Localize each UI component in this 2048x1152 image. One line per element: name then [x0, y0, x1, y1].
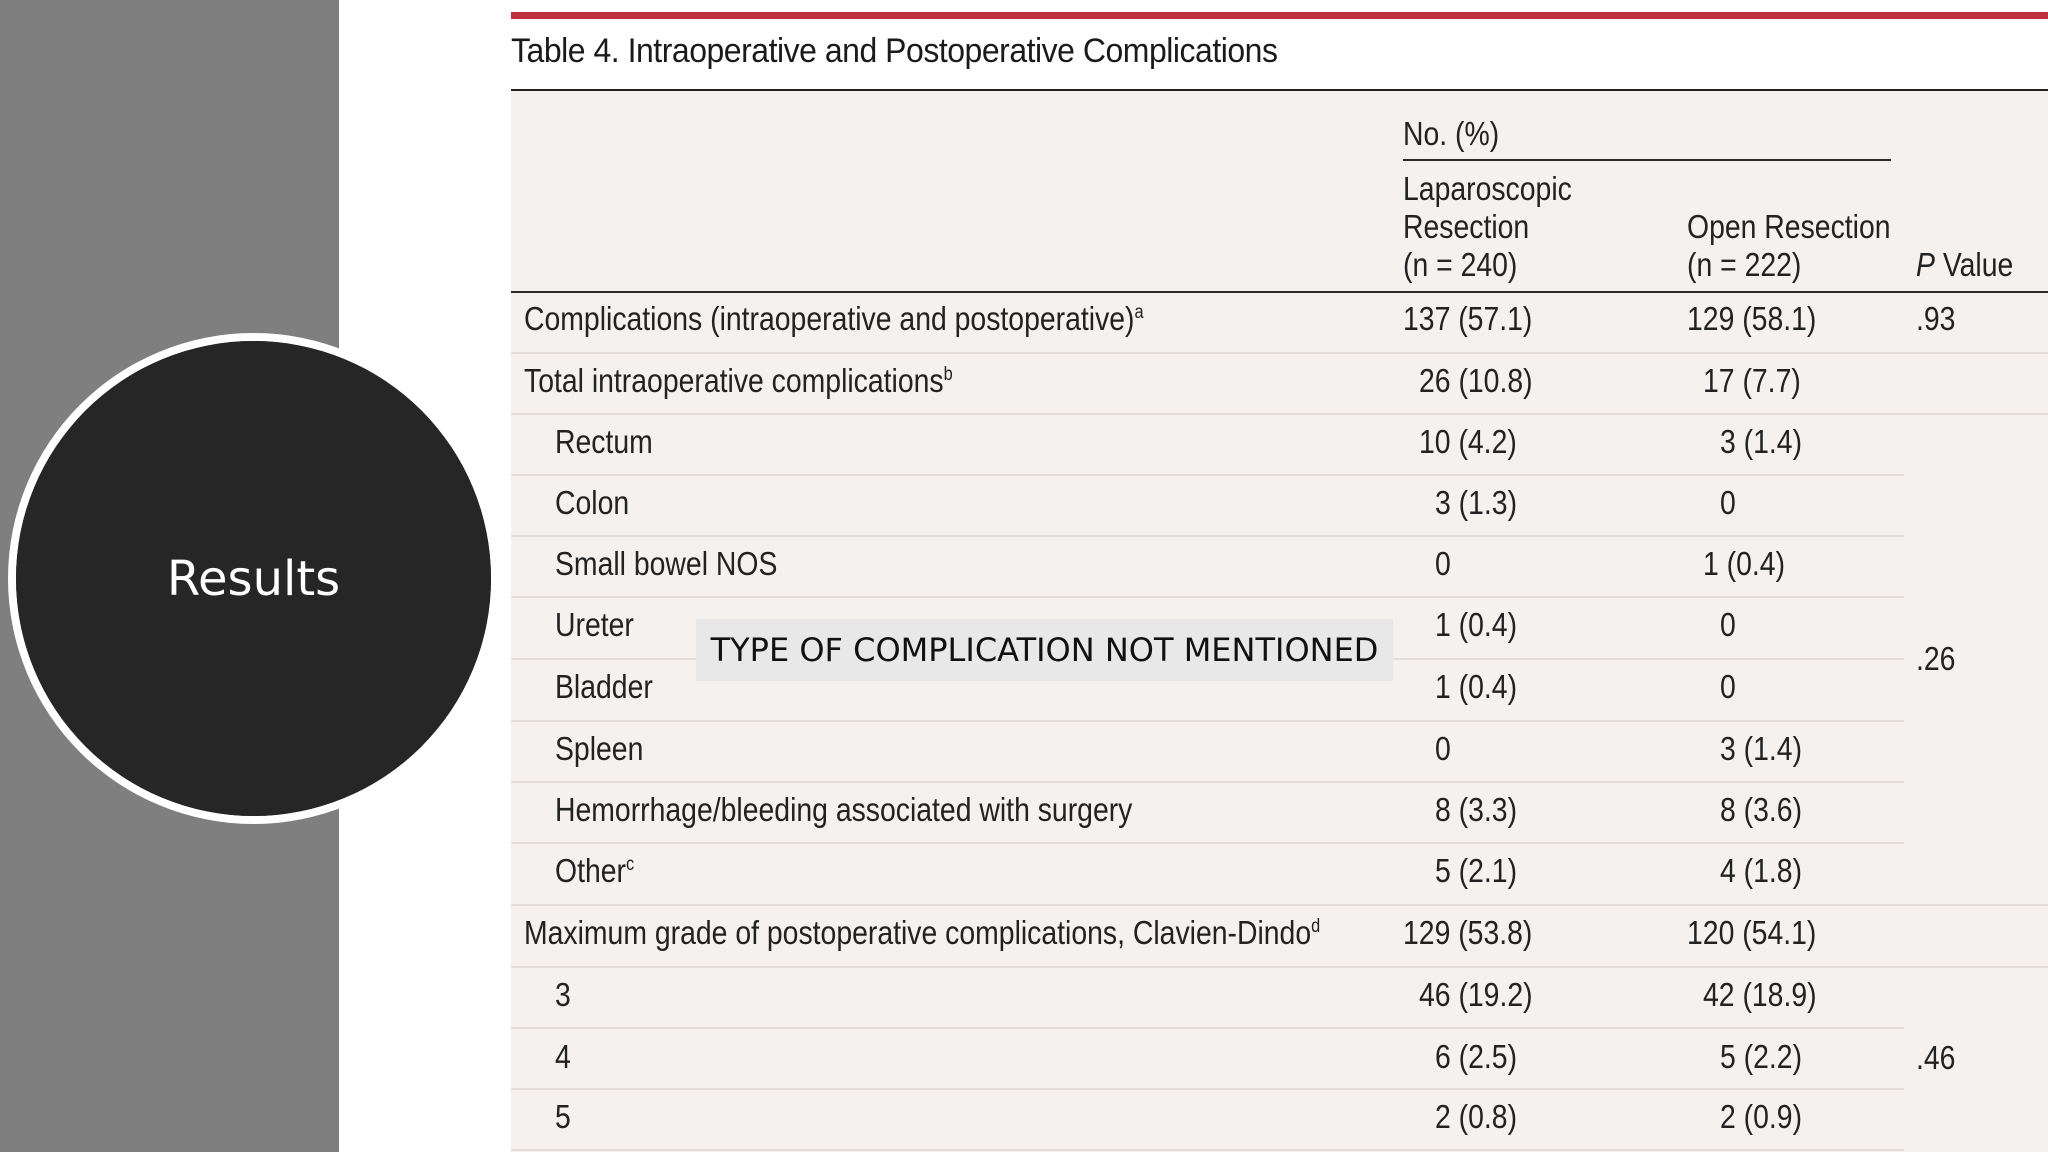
row-label: [555, 668, 653, 706]
row-divider: [511, 1027, 1904, 1029]
row-label-text: 5: [555, 1098, 571, 1135]
row-label: [555, 545, 777, 583]
row-label-text: Total intraoperative complications: [524, 362, 944, 399]
row-divider: [511, 1149, 1904, 1151]
row-divider: [511, 535, 1904, 537]
cell-open: 3 (1.4): [1720, 730, 1803, 767]
row-label: [524, 914, 1320, 952]
col-open-line-1: Open Resection: [1687, 208, 1891, 245]
cell-laparoscopic: 5 (2.1): [1435, 852, 1518, 889]
results-badge-label: Results: [166, 550, 341, 607]
cell-laparoscopic: 129 (53.8): [1403, 914, 1533, 951]
cell-open: 4 (1.8): [1720, 852, 1803, 889]
row-divider: [511, 474, 1904, 476]
row-label-text: Colon: [555, 484, 630, 521]
row-divider: [511, 352, 2048, 354]
col-lap-line-3: (n = 240): [1403, 246, 1518, 283]
table-title: Table 4. Intraoperative and Postoperative Complications: [511, 32, 1278, 70]
row-label-text: Hemorrhage/bleeding associated with surgery: [555, 791, 1133, 828]
complications-table: [510, 0, 2048, 1152]
row-label: [555, 484, 629, 522]
row-label: [555, 423, 653, 461]
col-lap-line-1: Laparoscopic: [1403, 170, 1572, 207]
cell-laparoscopic: 0: [1435, 730, 1451, 767]
row-label-text: Other: [555, 852, 626, 889]
header-bottom-rule: [511, 291, 2048, 293]
cell-open: 3 (1.4): [1720, 423, 1803, 460]
col-open-line-2: (n = 222): [1687, 246, 1802, 283]
cell-open: 2 (0.9): [1720, 1098, 1803, 1135]
cell-laparoscopic: 2 (0.8): [1435, 1098, 1518, 1135]
cell-open: 42 (18.9): [1703, 976, 1817, 1013]
cell-open: 0: [1720, 606, 1736, 643]
cell-laparoscopic: 1 (0.4): [1435, 668, 1518, 705]
row-divider: [511, 966, 2048, 968]
cell-laparoscopic: 6 (2.5): [1435, 1038, 1518, 1075]
col-lap-line-2: Resection: [1403, 208, 1530, 245]
row-divider: [511, 842, 1904, 844]
cell-laparoscopic: 3 (1.3): [1435, 484, 1518, 521]
cell-open: 17 (7.7): [1703, 362, 1801, 399]
row-divider: [511, 781, 1904, 783]
row-divider: [511, 720, 1904, 722]
row-label: [555, 976, 571, 1014]
cell-laparoscopic: 1 (0.4): [1435, 606, 1518, 643]
p-value-complications: .93: [1916, 300, 1956, 337]
row-divider: [511, 413, 2048, 415]
row-footnote-marker: d: [1311, 916, 1321, 937]
col-p-value: [1916, 246, 2013, 284]
row-footnote-marker: b: [943, 364, 953, 385]
cell-laparoscopic: 8 (3.3): [1435, 791, 1518, 828]
row-divider: [511, 596, 1904, 598]
row-label-text: Maximum grade of postoperative complications, Clavien-Dindo: [524, 914, 1312, 951]
row-label-text: Ureter: [555, 606, 634, 643]
row-label: [524, 362, 953, 400]
row-label-text: 3: [555, 976, 571, 1013]
col-p-italic: P: [1916, 246, 1935, 283]
row-label: [555, 791, 1132, 829]
overlay-note: TYPE OF COMPLICATION NOT MENTIONED: [696, 619, 1393, 681]
row-label: [524, 300, 1144, 338]
row-label: [555, 730, 643, 768]
cell-open: 120 (54.1): [1687, 914, 1817, 951]
cell-open: 5 (2.2): [1720, 1038, 1803, 1075]
p-value-intraop: .26: [1916, 640, 1956, 677]
cell-laparoscopic: 46 (19.2): [1419, 976, 1533, 1013]
cell-open: 0: [1720, 668, 1736, 705]
row-label-text: Spleen: [555, 730, 644, 767]
row-label-text: Bladder: [555, 668, 653, 705]
row-label: [555, 1098, 571, 1136]
cell-laparoscopic: 10 (4.2): [1419, 423, 1517, 460]
cell-open: 8 (3.6): [1720, 791, 1803, 828]
row-label: [555, 606, 634, 644]
row-label-text: Small bowel NOS: [555, 545, 778, 582]
p-value-max-grade: .46: [1916, 1039, 1956, 1076]
group-header: No. (%): [1403, 115, 1500, 152]
row-divider: [511, 1088, 1904, 1090]
row-label: [555, 852, 634, 890]
row-label-text: Complications (intraoperative and postoperative): [524, 300, 1135, 337]
cell-open: 1 (0.4): [1703, 545, 1786, 582]
row-divider: [511, 904, 2048, 906]
results-badge: [8, 333, 499, 824]
row-label-text: 4: [555, 1038, 571, 1075]
cell-laparoscopic: 26 (10.8): [1419, 362, 1533, 399]
title-accent-rule: [511, 12, 2048, 19]
row-label-text: Rectum: [555, 423, 653, 460]
cell-open: 129 (58.1): [1687, 300, 1817, 337]
cell-open: 0: [1720, 484, 1736, 521]
cell-laparoscopic: 0: [1435, 545, 1451, 582]
row-footnote-marker: a: [1134, 302, 1144, 323]
col-p-rest: Value: [1934, 246, 2014, 283]
group-header-rule: [1403, 159, 1891, 161]
row-label: [555, 1038, 571, 1076]
cell-laparoscopic: 137 (57.1): [1403, 300, 1533, 337]
row-footnote-marker: c: [625, 854, 635, 875]
